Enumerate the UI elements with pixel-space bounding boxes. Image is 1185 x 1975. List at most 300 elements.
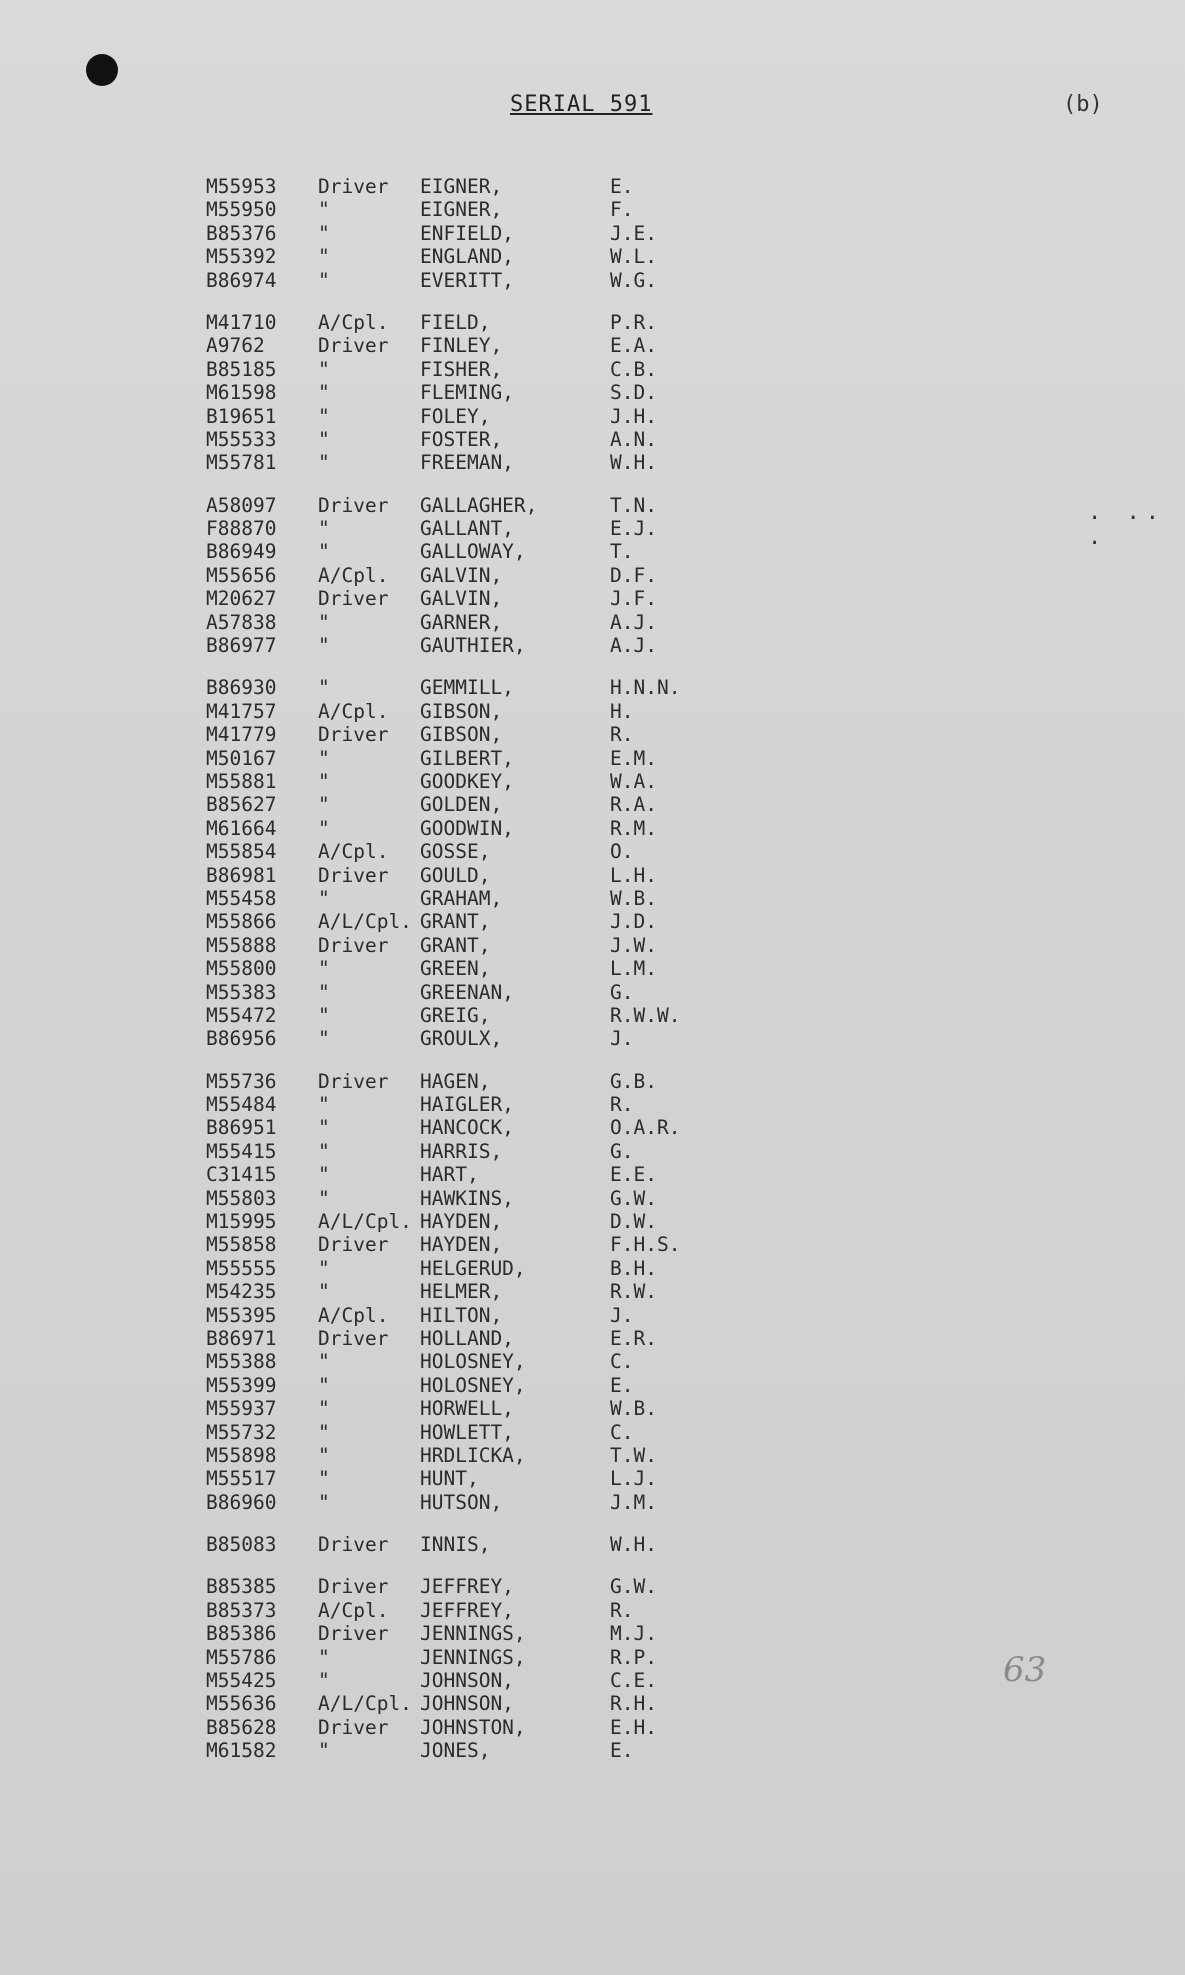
list-item bbox=[206, 1491, 766, 1514]
service-number: B86956 bbox=[206, 1027, 277, 1051]
rank: Driver bbox=[318, 1233, 389, 1257]
initials: L.M. bbox=[610, 957, 657, 981]
service-number: M15995 bbox=[206, 1210, 277, 1234]
service-number: M50167 bbox=[206, 746, 277, 770]
rank: " bbox=[318, 1116, 330, 1140]
list-item bbox=[206, 1716, 766, 1739]
rank: A/L/Cpl. bbox=[318, 910, 412, 934]
initials: J.D. bbox=[610, 910, 657, 934]
rank: A/Cpl. bbox=[318, 1598, 389, 1622]
surname: ENFIELD, bbox=[420, 221, 514, 245]
service-number: M55399 bbox=[206, 1373, 277, 1397]
surname: FOSTER, bbox=[420, 427, 503, 451]
surname: HOLLAND, bbox=[420, 1326, 514, 1350]
list-item bbox=[206, 1210, 766, 1233]
list-item bbox=[206, 1327, 766, 1350]
service-number: A57838 bbox=[206, 610, 277, 634]
rank: A/Cpl. bbox=[318, 699, 389, 723]
initials: E.M. bbox=[610, 746, 657, 770]
list-item bbox=[206, 1374, 766, 1397]
rank: " bbox=[318, 1443, 330, 1467]
rank: " bbox=[318, 793, 330, 817]
list-item bbox=[206, 494, 766, 517]
initials: W.B. bbox=[610, 1397, 657, 1421]
service-number: B86951 bbox=[206, 1116, 277, 1140]
rank: " bbox=[318, 1027, 330, 1051]
rank: " bbox=[318, 221, 330, 245]
list-item bbox=[206, 1444, 766, 1467]
initials: A.J. bbox=[610, 634, 657, 658]
surname: GALLANT, bbox=[420, 517, 514, 541]
list-item bbox=[206, 1669, 766, 1692]
list-item bbox=[206, 428, 766, 451]
surname: INNIS, bbox=[420, 1533, 491, 1557]
initials: S.D. bbox=[610, 381, 657, 405]
service-number: M55636 bbox=[206, 1692, 277, 1716]
list-item bbox=[206, 1163, 766, 1186]
surname: GALLAGHER, bbox=[420, 493, 538, 517]
rank: " bbox=[318, 451, 330, 475]
service-number: B86977 bbox=[206, 634, 277, 658]
service-number: M55425 bbox=[206, 1669, 277, 1693]
list-item bbox=[206, 540, 766, 563]
list-item bbox=[206, 564, 766, 587]
list-item bbox=[206, 1397, 766, 1420]
rank: Driver bbox=[318, 1533, 389, 1557]
surname: GARNER, bbox=[420, 610, 503, 634]
rank: " bbox=[318, 1490, 330, 1514]
list-item bbox=[206, 1692, 766, 1715]
surname: JENNINGS, bbox=[420, 1622, 526, 1646]
surname: GRAHAM, bbox=[420, 886, 503, 910]
list-item bbox=[206, 957, 766, 980]
initials: E. bbox=[610, 175, 634, 198]
list-item bbox=[206, 1070, 766, 1093]
rank: " bbox=[318, 517, 330, 541]
initials: W.H. bbox=[610, 1533, 657, 1557]
surname: GREIG, bbox=[420, 1003, 491, 1027]
initials: G.B. bbox=[610, 1069, 657, 1093]
list-item bbox=[206, 1467, 766, 1490]
service-number: M55866 bbox=[206, 910, 277, 934]
rank: " bbox=[318, 1256, 330, 1280]
rank: " bbox=[318, 381, 330, 405]
rank: " bbox=[318, 1003, 330, 1027]
rank: " bbox=[318, 198, 330, 222]
initials: J.F. bbox=[610, 587, 657, 611]
list-item bbox=[206, 793, 766, 816]
list-item bbox=[206, 587, 766, 610]
list-item bbox=[206, 245, 766, 268]
surname: GRANT, bbox=[420, 933, 491, 957]
service-number: M55950 bbox=[206, 198, 277, 222]
rank: " bbox=[318, 427, 330, 451]
rank: " bbox=[318, 1163, 330, 1187]
service-number: B86949 bbox=[206, 540, 277, 564]
service-number: M55388 bbox=[206, 1350, 277, 1374]
surname: GIBSON, bbox=[420, 699, 503, 723]
list-item bbox=[206, 770, 766, 793]
surname: EIGNER, bbox=[420, 198, 503, 222]
initials: C.B. bbox=[610, 357, 657, 381]
service-number: M55898 bbox=[206, 1443, 277, 1467]
rank: A/L/Cpl. bbox=[318, 1210, 412, 1234]
surname: HAYDEN, bbox=[420, 1210, 503, 1234]
surname: GIBSON, bbox=[420, 723, 503, 747]
surname: GAUTHIER, bbox=[420, 634, 526, 658]
surname: HAYDEN, bbox=[420, 1233, 503, 1257]
list-item bbox=[206, 817, 766, 840]
rank: " bbox=[318, 268, 330, 292]
service-number: B19651 bbox=[206, 404, 277, 428]
initials: J.E. bbox=[610, 221, 657, 245]
rank: " bbox=[318, 1420, 330, 1444]
service-number: C31415 bbox=[206, 1163, 277, 1187]
service-number: M55517 bbox=[206, 1467, 277, 1491]
list-item bbox=[206, 611, 766, 634]
rank: " bbox=[318, 1397, 330, 1421]
service-number: B85628 bbox=[206, 1715, 277, 1739]
surname: HUNT, bbox=[420, 1467, 479, 1491]
initials: C.E. bbox=[610, 1669, 657, 1693]
surname: HOWLETT, bbox=[420, 1420, 514, 1444]
initials: L.J. bbox=[610, 1467, 657, 1491]
initials: O.A.R. bbox=[610, 1116, 681, 1140]
rank: Driver bbox=[318, 1622, 389, 1646]
surname: HOLOSNEY, bbox=[420, 1373, 526, 1397]
list-item bbox=[206, 311, 766, 334]
rank: " bbox=[318, 1186, 330, 1210]
service-number: B85385 bbox=[206, 1575, 277, 1599]
service-number: M55800 bbox=[206, 957, 277, 981]
surname: GALVIN, bbox=[420, 563, 503, 587]
service-number: M41710 bbox=[206, 310, 277, 334]
list-item bbox=[206, 358, 766, 381]
initials: W.H. bbox=[610, 451, 657, 475]
initials: C. bbox=[610, 1420, 634, 1444]
initials: G.W. bbox=[610, 1186, 657, 1210]
surname: GALLOWAY, bbox=[420, 540, 526, 564]
service-number: M55854 bbox=[206, 840, 277, 864]
surname: JEFFREY, bbox=[420, 1598, 514, 1622]
rank: " bbox=[318, 676, 330, 700]
surname: FLEMING, bbox=[420, 381, 514, 405]
surname: JEFFREY, bbox=[420, 1575, 514, 1599]
rank: Driver bbox=[318, 493, 389, 517]
surname: GROULX, bbox=[420, 1027, 503, 1051]
surname: GALVIN, bbox=[420, 587, 503, 611]
rank: Driver bbox=[318, 863, 389, 887]
service-number: M61598 bbox=[206, 381, 277, 405]
list-item bbox=[206, 451, 766, 474]
rank: Driver bbox=[318, 1715, 389, 1739]
initials: D.F. bbox=[610, 563, 657, 587]
rank: Driver bbox=[318, 587, 389, 611]
handwritten-page-number: 63 bbox=[1003, 1650, 1047, 1690]
rank: " bbox=[318, 816, 330, 840]
rank: A/Cpl. bbox=[318, 563, 389, 587]
service-number: M41779 bbox=[206, 723, 277, 747]
service-number: M55858 bbox=[206, 1233, 277, 1257]
surname: HELMER, bbox=[420, 1280, 503, 1304]
edge-marks: . .. . bbox=[1088, 500, 1165, 550]
list-item bbox=[206, 700, 766, 723]
service-number: M41757 bbox=[206, 699, 277, 723]
service-number: M55786 bbox=[206, 1645, 277, 1669]
list-item bbox=[206, 1646, 766, 1669]
surname: HAWKINS, bbox=[420, 1186, 514, 1210]
surname: HORWELL, bbox=[420, 1397, 514, 1421]
initials: J.M. bbox=[610, 1490, 657, 1514]
surname: EVERITT, bbox=[420, 268, 514, 292]
initials: G.W. bbox=[610, 1575, 657, 1599]
service-number: M55395 bbox=[206, 1303, 277, 1327]
service-number: B85627 bbox=[206, 793, 277, 817]
service-number: M55937 bbox=[206, 1397, 277, 1421]
service-number: B85083 bbox=[206, 1533, 277, 1557]
initials: O. bbox=[610, 840, 634, 864]
initials: H. bbox=[610, 699, 634, 723]
initials: R. bbox=[610, 1093, 634, 1117]
service-number: F88870 bbox=[206, 517, 277, 541]
surname: EIGNER, bbox=[420, 175, 503, 198]
service-number: B86930 bbox=[206, 676, 277, 700]
service-number: B85386 bbox=[206, 1622, 277, 1646]
service-number: M55656 bbox=[206, 563, 277, 587]
list-item bbox=[206, 1350, 766, 1373]
surname: HAIGLER, bbox=[420, 1093, 514, 1117]
surname: GREEN, bbox=[420, 957, 491, 981]
list-item bbox=[206, 676, 766, 699]
rank: " bbox=[318, 1139, 330, 1163]
surname: HARRIS, bbox=[420, 1139, 503, 1163]
list-item bbox=[206, 222, 766, 245]
surname: JENNINGS, bbox=[420, 1645, 526, 1669]
initials: J. bbox=[610, 1303, 634, 1327]
list-item bbox=[206, 1140, 766, 1163]
punch-hole bbox=[86, 54, 118, 86]
service-number: B86971 bbox=[206, 1326, 277, 1350]
surname: GOLDEN, bbox=[420, 793, 503, 817]
service-number: M55484 bbox=[206, 1093, 277, 1117]
initials: R.H. bbox=[610, 1692, 657, 1716]
initials: F.H.S. bbox=[610, 1233, 681, 1257]
rank: A/L/Cpl. bbox=[318, 1692, 412, 1716]
rank: Driver bbox=[318, 1575, 389, 1599]
list-item bbox=[206, 175, 766, 198]
service-number: B86974 bbox=[206, 268, 277, 292]
surname: FISHER, bbox=[420, 357, 503, 381]
surname: HRDLICKA, bbox=[420, 1443, 526, 1467]
rank: A/Cpl. bbox=[318, 840, 389, 864]
surname: FREEMAN, bbox=[420, 451, 514, 475]
list-item bbox=[206, 981, 766, 1004]
rank: " bbox=[318, 980, 330, 1004]
list-item bbox=[206, 1622, 766, 1645]
list-item bbox=[206, 1421, 766, 1444]
initials: E.H. bbox=[610, 1715, 657, 1739]
surname: JOHNSTON, bbox=[420, 1715, 526, 1739]
initials: R.A. bbox=[610, 793, 657, 817]
page-mark: (b) bbox=[1063, 92, 1103, 117]
service-number: M55736 bbox=[206, 1069, 277, 1093]
surname: GREENAN, bbox=[420, 980, 514, 1004]
initials: H.N.N. bbox=[610, 676, 681, 700]
initials: W.B. bbox=[610, 886, 657, 910]
initials: J. bbox=[610, 1027, 634, 1051]
initials: W.A. bbox=[610, 769, 657, 793]
initials: E. bbox=[610, 1739, 634, 1763]
initials: T.N. bbox=[610, 493, 657, 517]
initials: J.H. bbox=[610, 404, 657, 428]
rank: " bbox=[318, 886, 330, 910]
initials: J.W. bbox=[610, 933, 657, 957]
rank: Driver bbox=[318, 1326, 389, 1350]
surname: HAGEN, bbox=[420, 1069, 491, 1093]
initials: B.H. bbox=[610, 1256, 657, 1280]
initials: W.G. bbox=[610, 268, 657, 292]
rank: " bbox=[318, 245, 330, 269]
service-number: M55888 bbox=[206, 933, 277, 957]
service-number: B85185 bbox=[206, 357, 277, 381]
rank: " bbox=[318, 540, 330, 564]
rank: Driver bbox=[318, 1069, 389, 1093]
service-number: B85373 bbox=[206, 1598, 277, 1622]
service-number: A9762 bbox=[206, 334, 265, 358]
rank: Driver bbox=[318, 723, 389, 747]
service-number: M61664 bbox=[206, 816, 277, 840]
initials: T.W. bbox=[610, 1443, 657, 1467]
surname: HOLOSNEY, bbox=[420, 1350, 526, 1374]
surname: GOODKEY, bbox=[420, 769, 514, 793]
list-item bbox=[206, 634, 766, 657]
initials: E.E. bbox=[610, 1163, 657, 1187]
initials: E. bbox=[610, 1373, 634, 1397]
list-item bbox=[206, 198, 766, 221]
rank: Driver bbox=[318, 933, 389, 957]
surname: GOODWIN, bbox=[420, 816, 514, 840]
page-title: SERIAL 591 bbox=[510, 92, 653, 117]
rank: " bbox=[318, 957, 330, 981]
rank: " bbox=[318, 746, 330, 770]
list-item bbox=[206, 1739, 766, 1762]
list-item bbox=[206, 910, 766, 933]
list-item bbox=[206, 1280, 766, 1303]
service-number: B85376 bbox=[206, 221, 277, 245]
surname: HANCOCK, bbox=[420, 1116, 514, 1140]
service-number: M55472 bbox=[206, 1003, 277, 1027]
list-item bbox=[206, 334, 766, 357]
service-number: M20627 bbox=[206, 587, 277, 611]
rank: A/Cpl. bbox=[318, 310, 389, 334]
service-number: M55803 bbox=[206, 1186, 277, 1210]
service-number: M54235 bbox=[206, 1280, 277, 1304]
service-number: M55392 bbox=[206, 245, 277, 269]
rank: " bbox=[318, 404, 330, 428]
rank: " bbox=[318, 769, 330, 793]
surname: FIELD, bbox=[420, 310, 491, 334]
list-item bbox=[206, 1233, 766, 1256]
list-item bbox=[206, 934, 766, 957]
list-item bbox=[206, 864, 766, 887]
service-number: M55533 bbox=[206, 427, 277, 451]
list-item bbox=[206, 887, 766, 910]
rank: " bbox=[318, 634, 330, 658]
roster-list bbox=[206, 175, 766, 1763]
service-number: M55881 bbox=[206, 769, 277, 793]
surname: JOHNSON, bbox=[420, 1692, 514, 1716]
list-item bbox=[206, 1257, 766, 1280]
service-number: B86981 bbox=[206, 863, 277, 887]
rank: " bbox=[318, 1350, 330, 1374]
surname: HELGERUD, bbox=[420, 1256, 526, 1280]
surname: HILTON, bbox=[420, 1303, 503, 1327]
initials: R.M. bbox=[610, 816, 657, 840]
rank: " bbox=[318, 1373, 330, 1397]
rank: " bbox=[318, 1280, 330, 1304]
list-item bbox=[206, 1533, 766, 1556]
initials: G. bbox=[610, 980, 634, 1004]
surname: JOHNSON, bbox=[420, 1669, 514, 1693]
rank: Driver bbox=[318, 334, 389, 358]
list-item bbox=[206, 1304, 766, 1327]
initials: A.J. bbox=[610, 610, 657, 634]
initials: L.H. bbox=[610, 863, 657, 887]
rank: " bbox=[318, 357, 330, 381]
rank: Driver bbox=[318, 175, 389, 198]
list-item bbox=[206, 840, 766, 863]
initials: R. bbox=[610, 723, 634, 747]
initials: C. bbox=[610, 1350, 634, 1374]
initials: W.L. bbox=[610, 245, 657, 269]
initials: A.N. bbox=[610, 427, 657, 451]
service-number: M55415 bbox=[206, 1139, 277, 1163]
list-item bbox=[206, 1116, 766, 1139]
list-item bbox=[206, 1575, 766, 1598]
service-number: M61582 bbox=[206, 1739, 277, 1763]
list-item bbox=[206, 381, 766, 404]
rank: " bbox=[318, 1669, 330, 1693]
list-item bbox=[206, 1187, 766, 1210]
initials: G. bbox=[610, 1139, 634, 1163]
service-number: A58097 bbox=[206, 493, 277, 517]
rank: " bbox=[318, 610, 330, 634]
initials: D.W. bbox=[610, 1210, 657, 1234]
surname: HUTSON, bbox=[420, 1490, 503, 1514]
service-number: M55458 bbox=[206, 886, 277, 910]
service-number: M55555 bbox=[206, 1256, 277, 1280]
service-number: M55383 bbox=[206, 980, 277, 1004]
surname: GOULD, bbox=[420, 863, 491, 887]
initials: E.R. bbox=[610, 1326, 657, 1350]
initials: T. bbox=[610, 540, 634, 564]
surname: ENGLAND, bbox=[420, 245, 514, 269]
list-item bbox=[206, 405, 766, 428]
initials: R.W.W. bbox=[610, 1003, 681, 1027]
surname: GEMMILL, bbox=[420, 676, 514, 700]
surname: FOLEY, bbox=[420, 404, 491, 428]
initials: R. bbox=[610, 1598, 634, 1622]
service-number: M55953 bbox=[206, 175, 277, 198]
list-item bbox=[206, 723, 766, 746]
surname: GRANT, bbox=[420, 910, 491, 934]
initials: R.W. bbox=[610, 1280, 657, 1304]
list-item bbox=[206, 269, 766, 292]
list-item bbox=[206, 1027, 766, 1050]
service-number: M55781 bbox=[206, 451, 277, 475]
list-item bbox=[206, 1599, 766, 1622]
initials: R.P. bbox=[610, 1645, 657, 1669]
